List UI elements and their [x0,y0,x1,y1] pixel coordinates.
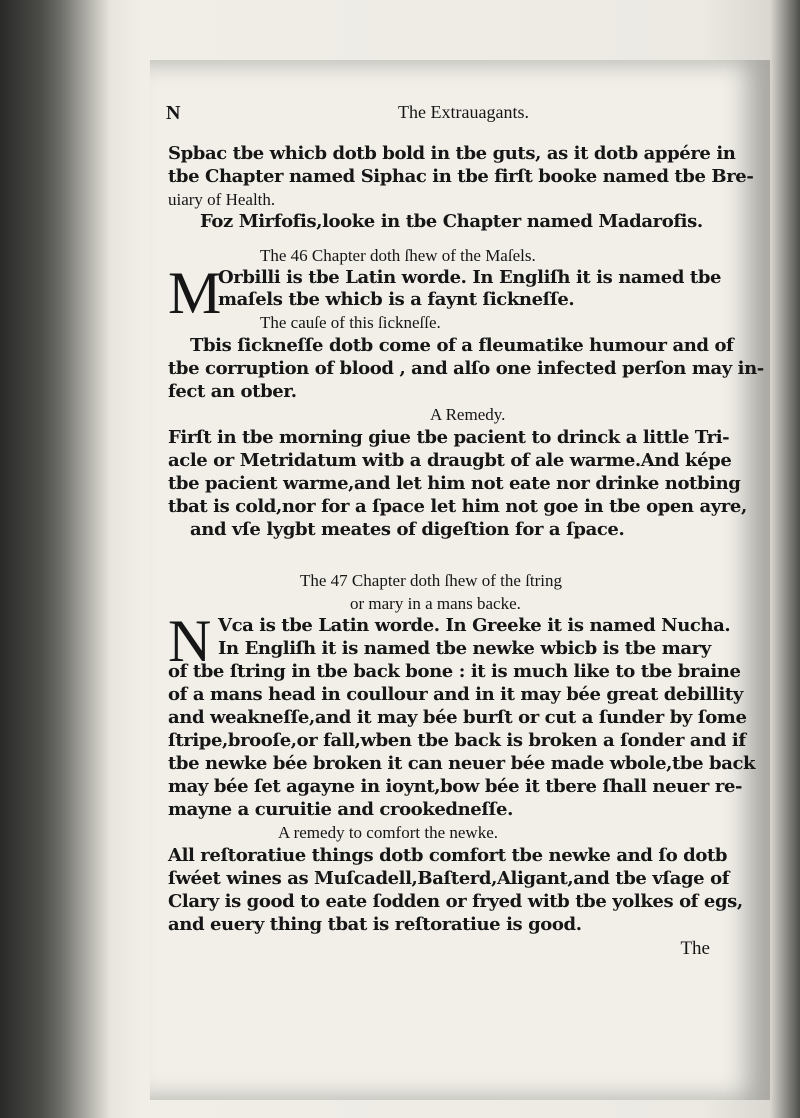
signature-mark: N [166,102,181,124]
text-line: Spbac tbe whicb dotb bold in tbe guts, as it dotb appére in [168,143,736,164]
text-line: Vca is tbe Latin worde. In Greeke it is named Nucha. [218,615,731,636]
drop-initial: M [168,260,222,326]
text-line: mayne a curuitie and crookedneſſe. [168,799,513,820]
catchword: The [680,938,710,959]
chapter-heading: or mary in a mans backe. [350,594,521,613]
text-line: of a mans head in coullour and in it may bée great debillity [168,684,743,705]
text-line: and euery thing tbat is reſtoratiue is good. [168,914,582,935]
text-line: tbe corruption of blood , and alſo one infected perſon may in- [168,358,764,379]
section-heading: The cauſe of this ſickneſſe. [260,313,441,332]
text-line: tbe Chapter named Siphac in tbe firſt booke named tbe Bre- [168,166,754,187]
running-title: The Extrauagants. [398,102,529,122]
text-line: tbe pacient warme,and let him not eate nor drinke notbing [168,473,741,494]
text-line: uiary of Health. [168,190,276,209]
text-line: Firſt in tbe morning giue tbe pacient to drinck a little Tri- [168,427,730,448]
text-line: Foz Mirfofis,looke in tbe Chapter named Madarofis. [200,211,703,232]
text-line: In Engliſh it is named tbe newke wbicb is tbe mary [218,638,711,659]
text-line: Orbilli is tbe Latin worde. In Engliſh it is named tbe [218,267,722,288]
text-line: of tbe ſtring in tbe back bone : it is much like to tbe braine [168,661,741,682]
text-line: and weakneſſe,and it may bée burſt or cut a ſunder by ſome [168,707,747,728]
text-line: All reſtoratiue things dotb comfort tbe newke and ſo dotb [168,845,728,866]
text-line: fect an otber. [168,381,297,402]
page [150,60,770,1100]
section-heading: A remedy to comfort the newke. [278,823,498,842]
text-line: may bée ſet agayne in ioynt,bow bée it tbere ſhall neuer re- [168,776,743,797]
drop-initial: N [168,608,212,674]
text-line: maſels tbe whicb is a faynt ſickneſſe. [218,289,575,310]
text-line: tbe newke bée broken it can neuer bée made wbole,tbe back [168,753,756,774]
section-heading: A Remedy. [430,405,506,424]
chapter-heading: The 46 Chapter doth ſhew of the Maſels. [260,246,536,265]
text-line: ſwéet wines as Muſcadell,Baſterd,Aligant,and tbe vſage of [168,868,730,889]
text-line: tbat is cold,nor for a ſpace let him not goe in tbe open ayre, [168,496,747,517]
text-line: Clary is good to eate ſodden or fryed witb tbe yolkes of egs, [168,891,743,912]
text-line: ſtripe,brooſe,or fall,wben tbe back is broken a ſonder and if [168,730,746,751]
text-line: Tbis ſickneſſe dotb come of a fleumatike humour and of [190,335,734,356]
chapter-heading: The 47 Chapter doth ſhew of the ſtring [300,571,563,590]
text-line: acle or Metridatum witb a draugbt of ale warme.And képe [168,450,732,471]
page-header [150,102,770,128]
text-line: and vſe lygbt meates of digeſtion for a ſpace. [190,519,625,540]
